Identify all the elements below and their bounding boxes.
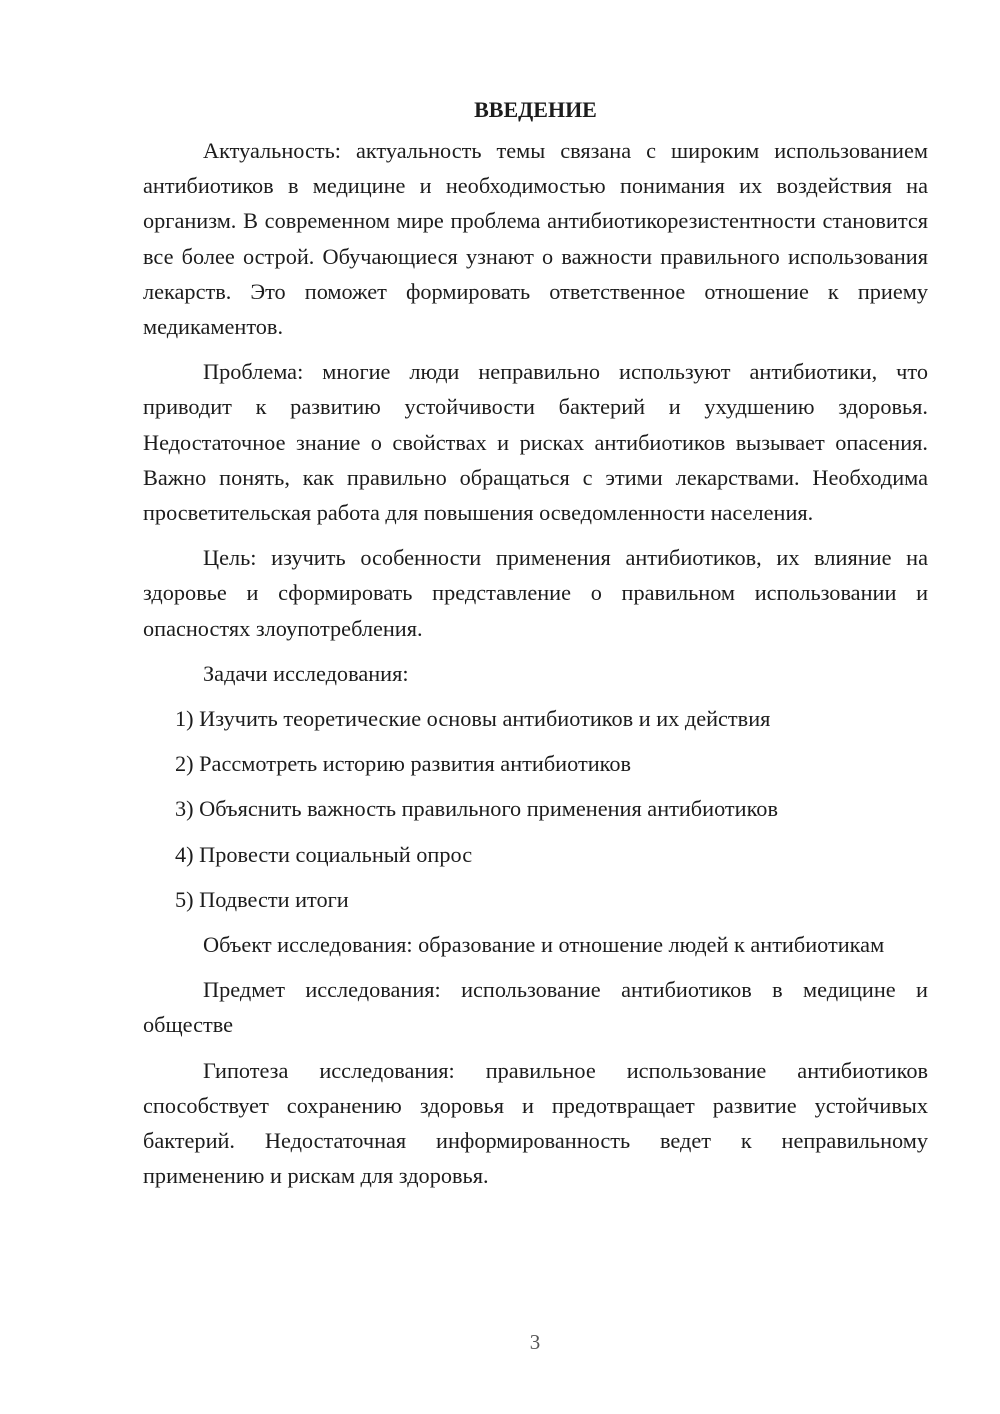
task-item-3: 3) Объяснить важность правильного применения антибиотиков (175, 796, 778, 822)
paragraph-hypothesis: Гипотеза исследования: правильное использование антибиотиков способствует сохранению здоровья и предотвращает развитие устойчивых бактерий. Недостаточная информированность ведет к неправильному применению и рискам для здоровья. (143, 1057, 928, 1189)
task-list (143, 701, 928, 917)
page-content (143, 92, 928, 1203)
paragraph-goal: Цель: изучить особенности применения антибиотиков, их влияние на здоровье и сформировать представление о правильном использовании и опасностях злоупотребления. (143, 545, 928, 641)
page-title: ВВЕДЕНИЕ (474, 97, 597, 122)
paragraph-relevance: Актуальность: актуальность темы связана с широким использованием антибиотиков в медицине и необходимостью понимания их воздействия на организм. В современном мире проблема антибиотикорезистентности становится все более острой. Обучающиеся узнают о важности правильного использования лекарств. Это поможет формировать ответственное отношение к приему медикаментов. (143, 138, 928, 340)
tasks-heading: Задачи исследования: (203, 660, 409, 686)
task-item-1: 1) Изучить теоретические основы антибиотиков и их действия (175, 706, 771, 732)
paragraph-object: Объект исследования: образование и отношение людей к антибиотикам (203, 932, 885, 958)
task-item-5: 5) Подвести итоги (175, 886, 349, 912)
task-item-2: 2) Рассмотреть историю развития антибиотиков (175, 751, 631, 777)
task-item-4: 4) Провести социальный опрос (175, 841, 473, 867)
page-number: 3 (529, 1330, 541, 1354)
paragraph-problem: Проблема: многие люди неправильно используют антибиотики, что приводит к развитию устойчивости бактерий и ухудшению здоровья. Недостаточное знание о свойствах и рисках антибиотиков вызывает опасения. Важно понять, как правильно обращаться с этими лекарствами. Необходима просветительская работа для повышения осведомленности населения. (143, 359, 928, 526)
paragraph-subject: Предмет исследования: использование антибиотиков в медицине и обществе (143, 977, 928, 1038)
